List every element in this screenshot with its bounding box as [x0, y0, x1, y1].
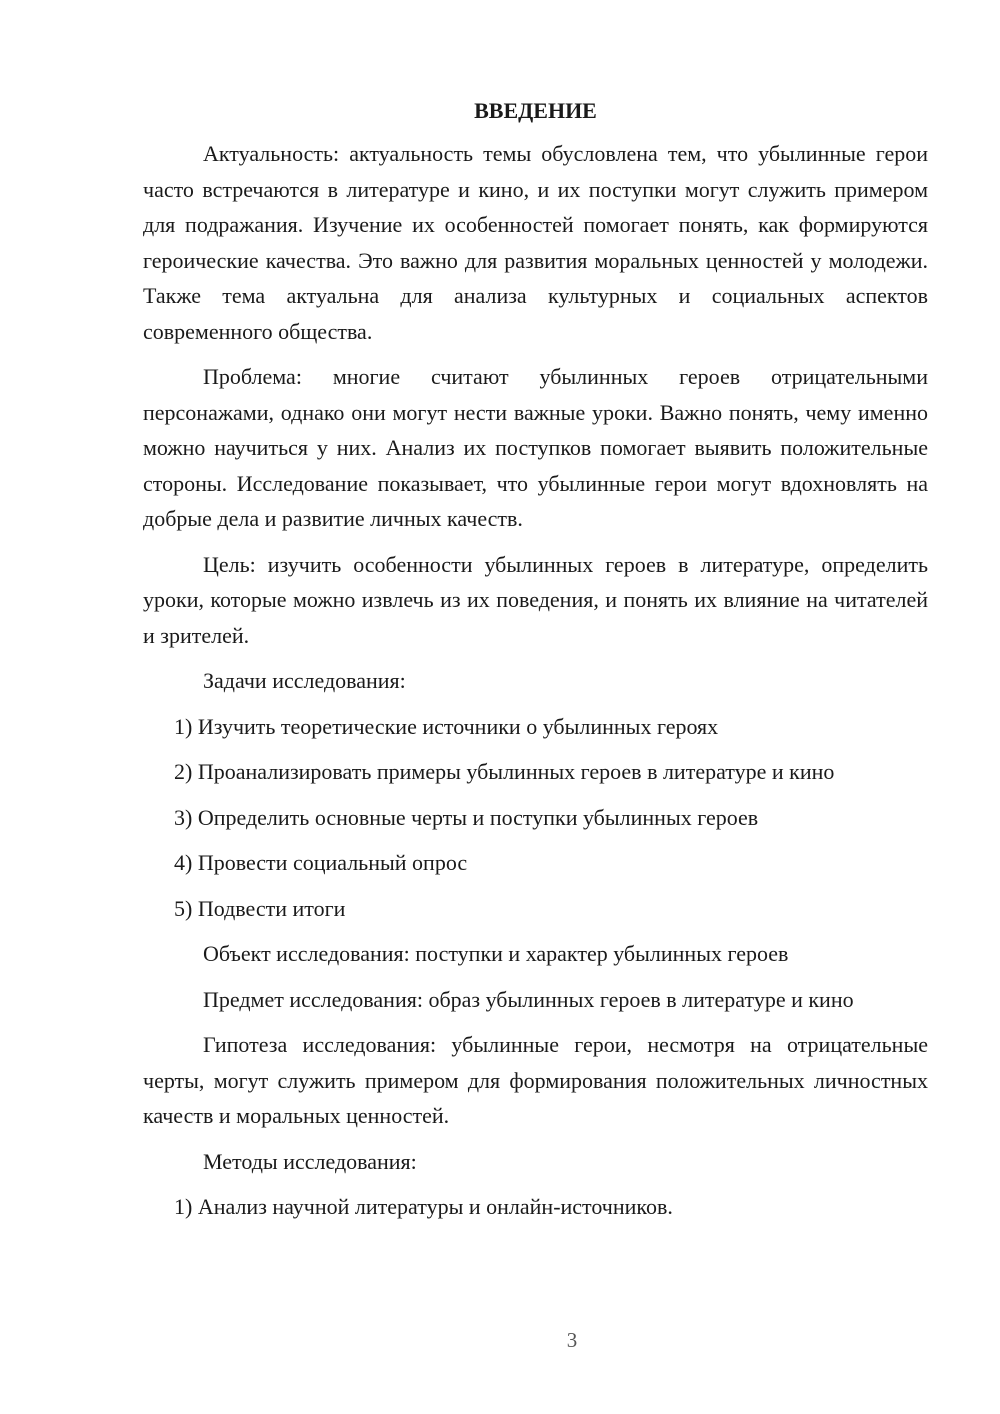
page-number: 3: [566, 1328, 578, 1352]
tasks-list: [143, 709, 928, 927]
task-item: 5) Подвести итоги: [174, 895, 346, 921]
document-page: [143, 96, 928, 1235]
relevance-paragraph: Актуальность: актуальность темы обусловлена тем, что убылинные герои часто встречаются в литературе и кино, и их поступки могут служить примером для подражания. Изучение их особенностей помогает понять, как формируются героические качества. Это важно для развития моральных ценностей у молодежи. Также тема актуальна для анализа культурных и социальных аспектов современного общества.: [143, 141, 928, 344]
object-line: Объект исследования: поступки и характер убылинных героев: [203, 941, 789, 966]
methods-list: [143, 1189, 928, 1225]
section-title: ВВЕДЕНИЕ: [474, 98, 597, 123]
problem-paragraph: Проблема: многие считают убылинных героев отрицательными персонажами, однако они могут нести важные уроки. Важно понять, чему именно можно научиться у них. Анализ их поступков помогает выявить положительные стороны. Исследование показывает, что убылинные герои могут вдохновлять на добрые дела и развитие личных качеств.: [143, 364, 928, 531]
methods-heading: Методы исследования:: [203, 1148, 417, 1174]
task-item: 4) Провести социальный опрос: [174, 850, 468, 875]
task-item: 1) Изучить теоретические источники о убылинных героях: [174, 713, 719, 739]
goal-paragraph: Цель: изучить особенности убылинных героев в литературе, определить уроки, которые можно извлечь из их поведения, и понять их влияние на читателей и зрителей.: [143, 551, 928, 648]
task-item: 3) Определить основные черты и поступки убылинных героев: [174, 804, 759, 830]
hypothesis-paragraph: Гипотеза исследования: убылинные герои, несмотря на отрицательные черты, могут служить примером для формирования положительных личностных качеств и моральных ценностей.: [143, 1032, 928, 1128]
subject-paragraph: Предмет исследования: образ убылинных героев в литературе и кино: [203, 986, 854, 1012]
task-item: 2) Проанализировать примеры убылинных героев в литературе и кино: [174, 759, 835, 784]
method-item: 1) Анализ научной литературы и онлайн-источников.: [174, 1194, 673, 1219]
tasks-heading: Задачи исследования:: [203, 668, 406, 693]
